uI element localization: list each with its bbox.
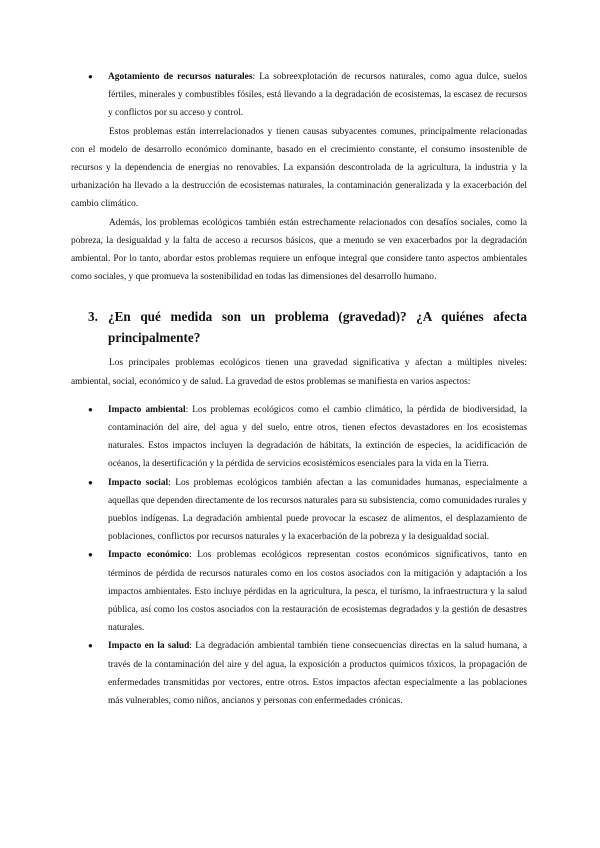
bullet-icon: ●	[88, 404, 93, 414]
top-bullet-list	[71, 68, 527, 123]
bullet-icon: ●	[88, 72, 93, 81]
bullet-title: Impacto ambiental	[108, 404, 186, 415]
section-title: ¿En qué medida son un problema (gravedad)? ¿A quiénes afecta principalmente?	[108, 309, 527, 346]
impact-bullet-list	[71, 401, 527, 710]
document-body	[71, 68, 527, 710]
bullet-item-economico	[71, 546, 527, 637]
section-number: 3.	[88, 309, 98, 325]
paragraph-causes: Estos problemas están interrelacionados y tienen causas subyacentes comunes, principalmente relacionadas con el modelo de desarrollo económico dominante, basado en el crecimiento constante, el consumo insostenible de recursos y la dependencia de energías no renovables. La expansión descontrolada de la agricultura, la industria y la urbanización ha llevado a la destrucción de ecosistemas naturales, la contaminación generalizada y la exacerbación del cambio climático.	[71, 126, 527, 210]
spacer	[71, 391, 527, 401]
bullet-item-agotamiento	[71, 68, 527, 123]
bullet-icon: ●	[88, 641, 93, 651]
bullet-title: Impacto económico	[108, 550, 190, 561]
section-heading	[71, 306, 527, 348]
bullet-icon: ●	[88, 477, 93, 487]
bullet-title: Impacto social	[108, 477, 169, 488]
bullet-text: : Los problemas ecológicos también afectan a las comunidades humanas, especialmente a aquellas que dependen directamente de los recursos naturales para su subsistencia, como comunidades rurales y pueblos indígenas. La degradación ambiental puede provocar la escasez de alimentos, el desplazamiento de poblaciones, conflictos por recursos naturales y la exacerbación de la pobreza y la desigualdad social.	[108, 477, 527, 543]
bullet-text: : Los problemas ecológicos representan costos económicos significativos, tanto en términos de pérdida de recursos naturales como en los costos asociados con la mitigación y adaptación a los impactos ambientales. Esto incluye pérdidas en la agricultura, la pesca, el turismo, la infraestructura y la salud pública, así como los costos asociados con la restauración de ecosistemas degradados y la gestión de desastres naturales.	[108, 550, 527, 634]
paragraph-social: Además, los problemas ecológicos también están estrechamente relacionados con desafíos sociales, como la pobreza, la desigualdad y la falta de acceso a recursos básicos, que a menudo se ven exacerbados por la degradación ambiental. Por lo tanto, abordar estos problemas requiere un enfoque integral que considere tanto aspectos ambientales como sociales, y que promueva la sostenibilidad en todas las dimensiones del desarrollo humano.	[71, 217, 527, 283]
bullet-item-social	[71, 474, 527, 547]
bullet-title: Agotamiento de recursos naturales	[108, 72, 253, 82]
bullet-text: : La sobreexplotación de recursos naturales, como agua dulce, suelos fértiles, minerales y combustibles fósiles, está llevando a la degradación de ecosistemas, la escasez de recursos y conflictos por su acceso y control.	[108, 72, 527, 119]
bullet-title: Impacto en la salud	[108, 641, 190, 652]
bullet-item-salud	[71, 637, 527, 710]
bullet-item-ambiental	[71, 401, 527, 474]
bullet-text: : La degradación ambiental también tiene consecuencias directas en la salud humana, a través de la contaminación del aire y del agua, la exposición a productos químicos tóxicos, la propagación de enfermedades transmitidas por vectores, entre otros. Estos impactos afectan especialmente a las poblaciones más vulnerables, como niños, ancianos y personas con enfermedades crónicas.	[108, 641, 527, 707]
bullet-icon: ●	[88, 550, 93, 560]
bullet-text: : Los problemas ecológicos como el cambio climático, la pérdida de biodiversidad, la contaminación del aire, del agua y del suelo, entre otros, tienen efectos devastadores en los ecosistemas naturales. Estos impactos incluyen la degradación de hábitats, la extinción de especies, la acidificación de océanos, la desertificación y la pérdida de servicios ecosistémicos esenciales para la vida en la Tierra.	[108, 404, 528, 470]
section-intro: Los principales problemas ecológicos tienen una gravedad significativa y afectan a múltiples niveles: ambiental, social, económico y de salud. La gravedad de estos problemas se manifiesta en varios aspectos:	[71, 358, 527, 387]
